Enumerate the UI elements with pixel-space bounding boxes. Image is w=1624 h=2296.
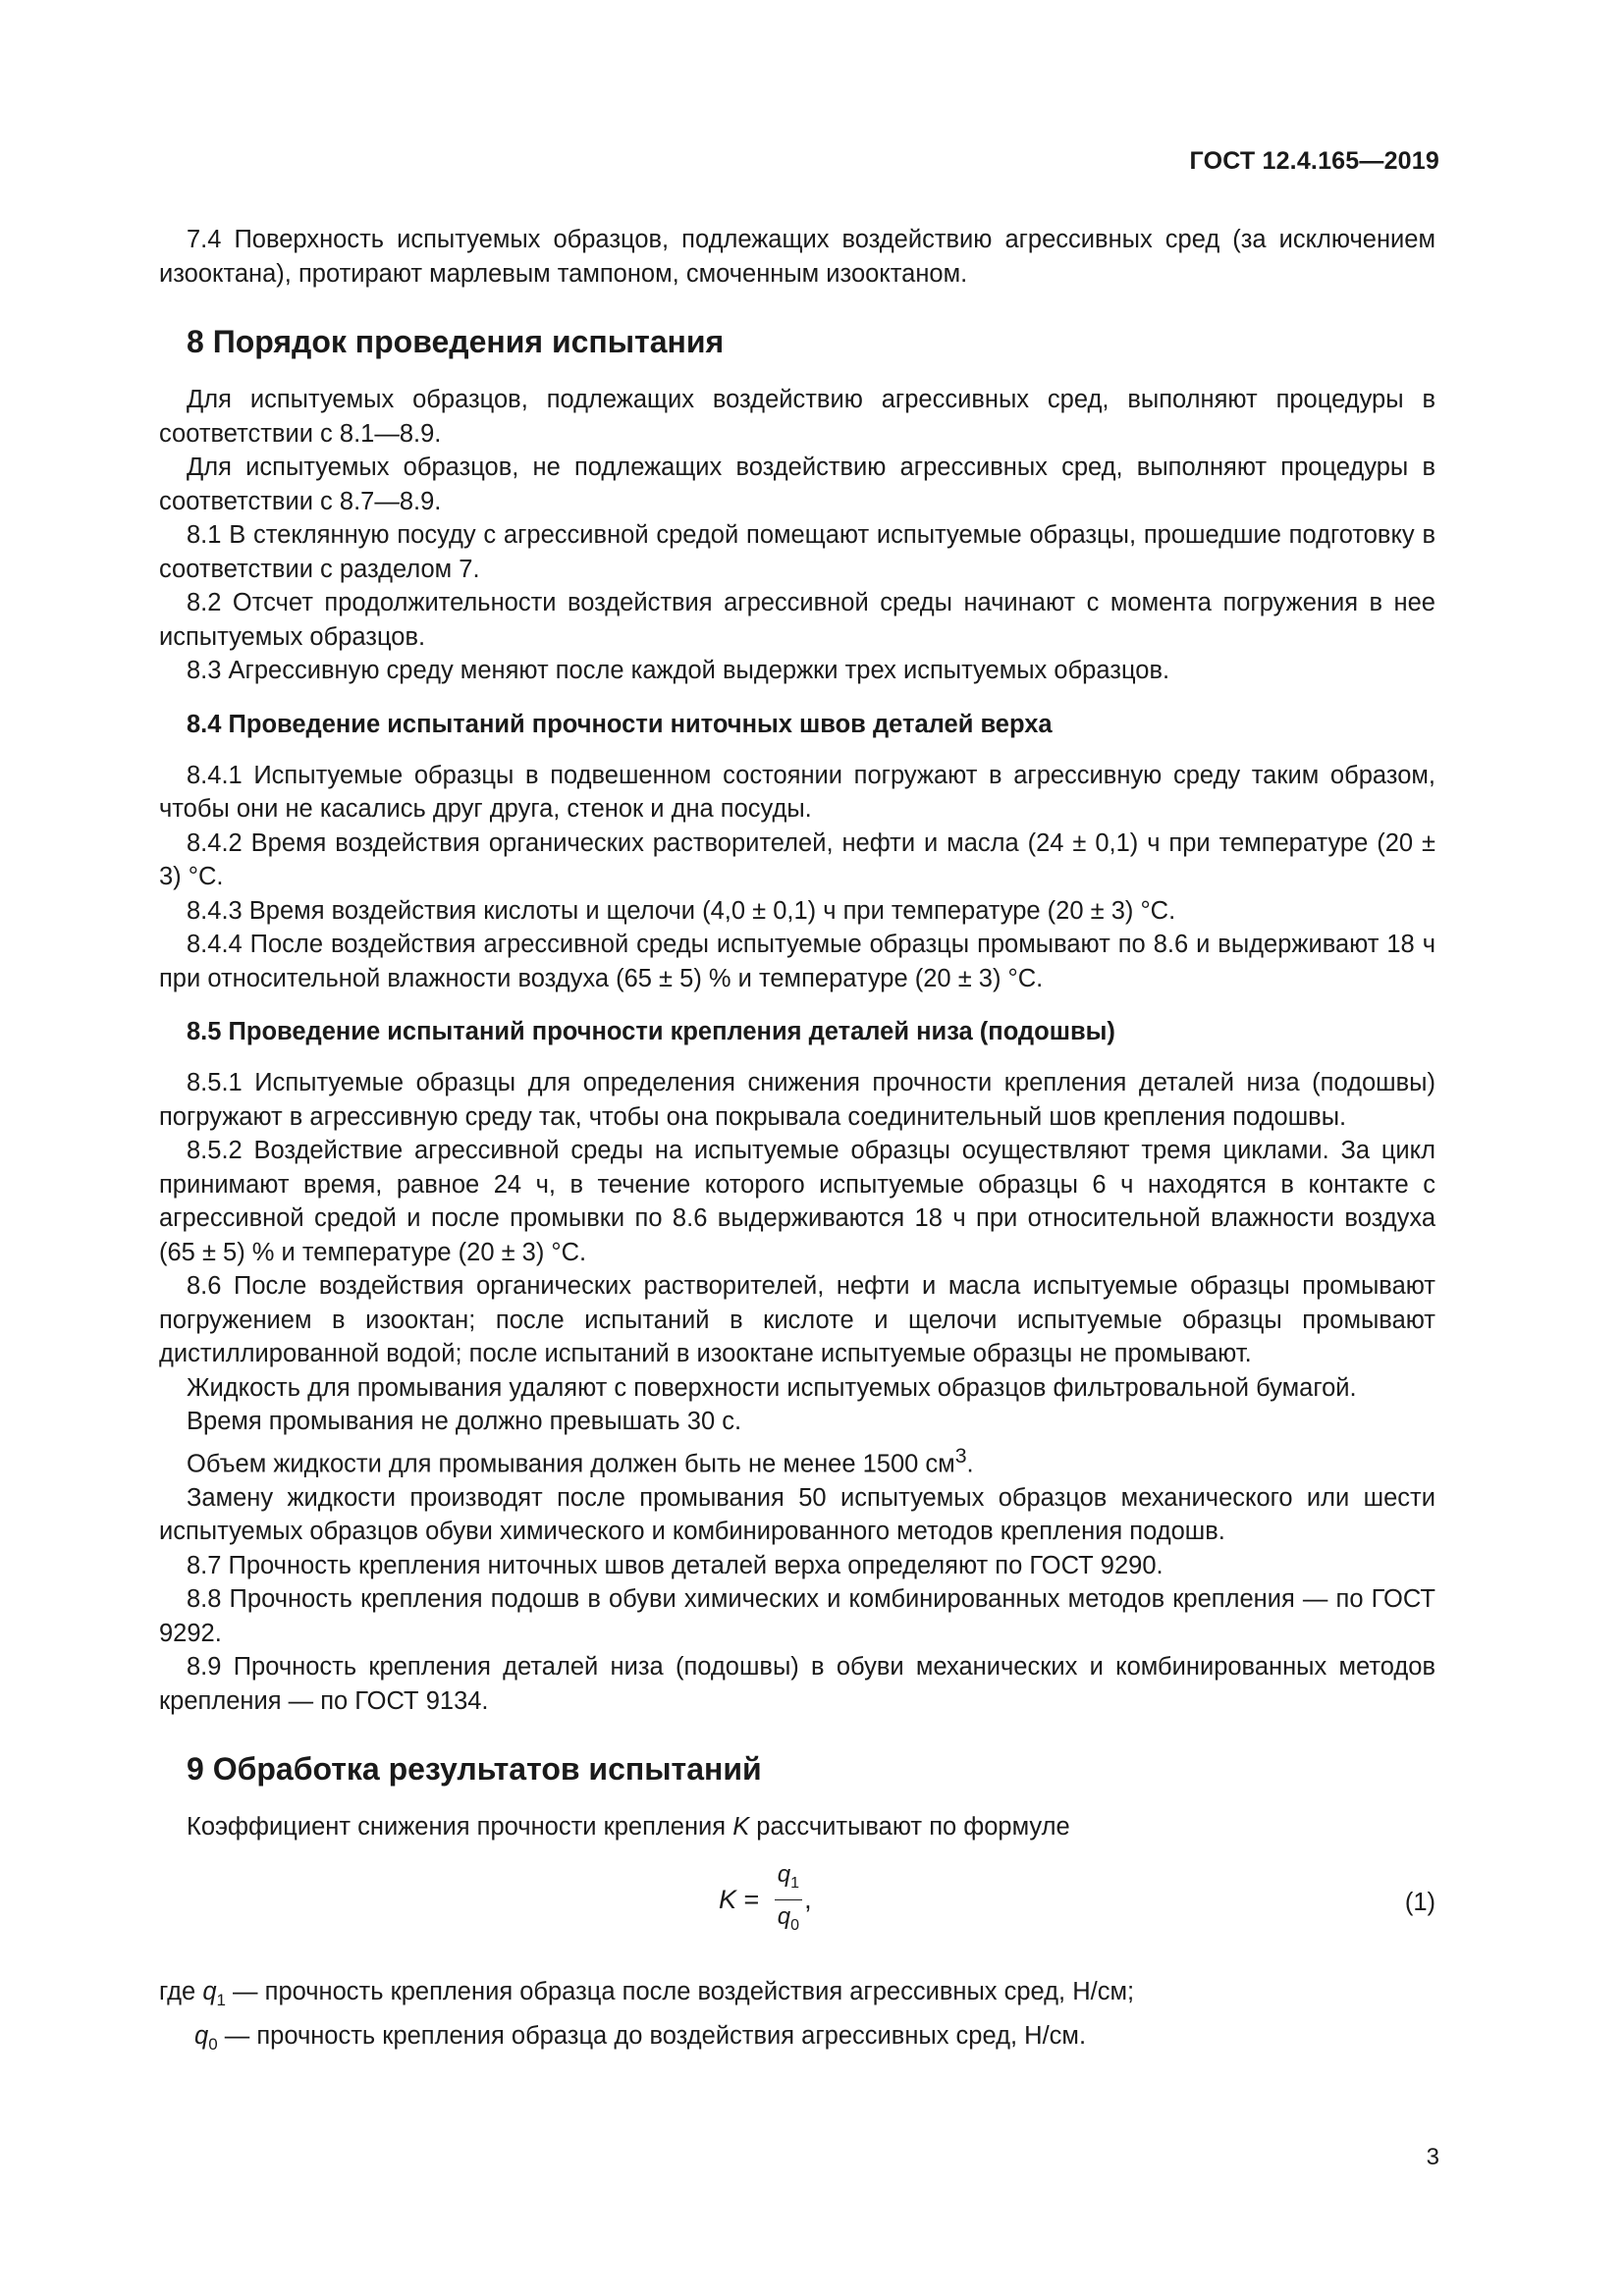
legend-subscript: 0 — [208, 2034, 218, 2054]
superscript: 3 — [954, 1443, 967, 1468]
formula — [719, 1860, 812, 1942]
paragraph-8-9: 8.9 Прочность крепления деталей низа (подошвы) в обуви механических и комбинированных методов крепления — по ГОСТ 9134. — [159, 1653, 1435, 1715]
section-8-title: 8 Порядок проведения испытания — [187, 324, 725, 359]
paragraph-8-1: 8.1 В стеклянную посуду с агрессивной средой помещают испытуемые образцы, прошедшие подготовку в соответствии с разделом 7. — [159, 521, 1435, 583]
fraction-numerator — [775, 1860, 802, 1901]
legend-text: — прочность крепления образца до воздействия агрессивных сред, Н/см. — [217, 2021, 1087, 2050]
paragraph: Время промывания не должно превышать 30 с. — [187, 1408, 742, 1435]
paragraph-8-4-1: 8.4.1 Испытуемые образцы в подвешенном состоянии погружают в агрессивную среду таким образом, чтобы они не касались друг друга, стенок и дна посуды. — [159, 761, 1435, 823]
page-number: 3 — [1426, 2144, 1439, 2170]
formula-number: (1) — [1404, 1888, 1435, 1916]
volume-text: Объем жидкости для промывания должен быть не менее 1500 см — [187, 1450, 955, 1477]
paragraph-8-2: 8.2 Отсчет продолжительности воздействия агрессивной среды начинают с момента погружения в нее испытуемых образцов. — [159, 589, 1435, 651]
paragraph-7-4: 7.4 Поверхность испытуемых образцов, подлежащих воздействию агрессивных сред (за исключением изооктана), протирают марлевым тампоном, смоченным изооктаном. — [159, 226, 1435, 288]
paragraph: Для испытуемых образцов, не подлежащих воздействию агрессивных сред, выполняют процедуры в соответствии с 8.7—8.9. — [159, 454, 1435, 515]
paragraph-8-6: 8.6 После воздействия органических растворителей, нефти и масла испытуемые образцы промывают погружением в изооктан; после испытаний в кислоте и щелочи испытуемые образцы промывают дистиллированной водой; после испытаний в изооктане испытуемые образцы не промывают. — [159, 1272, 1435, 1367]
paragraph: Замену жидкости производят после промывания 50 испытуемых образцов механического или шести испытуемых образцов обуви химического и комбинированного методов крепления подошв. — [159, 1483, 1435, 1545]
formula-row — [159, 1854, 1435, 1960]
section-9-title: 9 Обработка результатов испытаний — [187, 1751, 762, 1787]
standard-number: ГОСТ 12.4.165—2019 — [1189, 147, 1439, 175]
intro-text-after: рассчитывают по формуле — [749, 1813, 1070, 1841]
legend-prefix: где — [159, 1977, 203, 2005]
subsection-8-5-title: 8.5 Проведение испытаний прочности крепления деталей низа (подошвы) — [187, 1018, 1115, 1045]
intro-text-before: Коэффициент снижения прочности крепления — [187, 1813, 733, 1841]
formula-intro — [159, 1810, 1435, 1844]
paragraph-8-4-3: 8.4.3 Время воздействия кислоты и щелочи (4,0 ± 0,1) ч при температуре (20 ± 3) °С. — [187, 896, 1176, 925]
numerator-subscript: 1 — [790, 1874, 800, 1892]
paragraph-8-5-2: 8.5.2 Воздействие агрессивной среды на испытуемые образцы осуществляют тремя циклами. За цикл принимают время, равное 24 ч, в течение которого испытуемые образцы 6 ч находятся в контакте с агрессивной средой и после промывки по 8.6 выдерживаются 18 ч при относительной влажности воздуха (65 ± 5) % и температуре (20 ± 3) °С. — [159, 1137, 1435, 1266]
paragraph-8-3: 8.3 Агрессивную среду меняют после каждой выдержки трех испытуемых образцов. — [187, 657, 1170, 684]
legend-variable: q — [194, 2021, 209, 2050]
volume-end: . — [966, 1450, 974, 1477]
paragraph-8-5-1: 8.5.1 Испытуемые образцы для определения снижения прочности крепления деталей низа (подошвы) погружают в агрессивную среду так, чтобы она покрывала соединительный шов крепления подошвы. — [159, 1069, 1435, 1131]
paragraph: Для испытуемых образцов, подлежащих воздействию агрессивных сред, выполняют процедуры в соответствии с 8.1—8.9. — [159, 386, 1435, 448]
paragraph-8-4-2: 8.4.2 Время воздействия органических растворителей, нефти и масла (24 ± 0,1) ч при температуре (20 ± 3) °С. — [159, 828, 1435, 890]
subsection-8-4-title: 8.4 Проведение испытаний прочности ниточных швов деталей верха — [187, 710, 1053, 738]
formula-equals: = — [736, 1885, 767, 1915]
legend-subscript: 1 — [216, 1990, 226, 2009]
legend-row-q0 — [159, 2018, 1435, 2062]
paragraph-volume — [159, 1439, 1435, 1481]
denominator-variable: q — [777, 1903, 791, 1931]
fraction-denominator — [775, 1900, 802, 1941]
formula-lhs: K — [719, 1885, 737, 1915]
denominator-subscript: 0 — [790, 1917, 800, 1935]
paragraph-8-7: 8.7 Прочность крепления ниточных швов деталей верха определяют по ГОСТ 9290. — [187, 1551, 1164, 1579]
page-content — [159, 223, 1435, 2062]
formula-fraction — [775, 1860, 802, 1942]
legend-text: — прочность крепления образца после воздействия агрессивных сред, Н/см; — [225, 1977, 1135, 2005]
paragraph-8-8: 8.8 Прочность крепления подошв в обуви химических и комбинированных методов крепления — по ГОСТ 9292. — [159, 1585, 1435, 1647]
legend-variable: q — [202, 1977, 217, 2005]
paragraph: Жидкость для промывания удаляют с поверхности испытуемых образцов фильтровальной бумагой. — [187, 1373, 1357, 1402]
numerator-variable: q — [777, 1860, 791, 1888]
paragraph-8-4-4: 8.4.4 После воздействия агрессивной среды испытуемые образцы промывают по 8.6 и выдерживают 18 ч при относительной влажности воздуха (65 ± 5) % и температуре (20 ± 3) °С. — [159, 931, 1435, 992]
formula-trailing-comma: , — [804, 1885, 812, 1915]
intro-variable: K — [732, 1813, 750, 1841]
legend-row-q1 — [159, 1974, 1435, 2018]
